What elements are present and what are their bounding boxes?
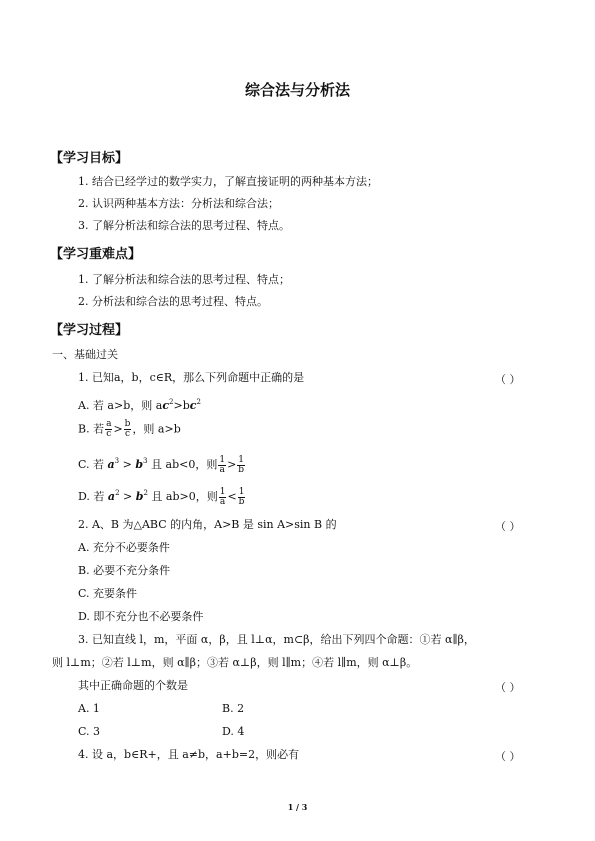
keypoints-heading: 【学习重难点】 (50, 247, 142, 262)
q1-d-frac2: $\frac{1}{b}$ (238, 486, 245, 507)
keypoint-item-2: 2. 分析法和综合法的思考过程、特点。 (78, 295, 268, 308)
q1-a-c2: c (189, 399, 197, 412)
q1-c-frac2: $\frac{1}{b}$ (238, 454, 245, 475)
q2-answer-paren: （ ） (495, 520, 521, 533)
q3-option-c: C. 3 (78, 725, 101, 738)
q3-option-d: D. 4 (222, 725, 245, 738)
q1-option-a (78, 395, 201, 413)
keypoint-item-1: 1. 了解分析法和综合法的思考过程、特点； (78, 273, 290, 286)
q2-option-d: D. 即不充分也不必要条件 (78, 610, 204, 623)
q1-a-text: A. 若 a>b，则 a (78, 399, 163, 412)
q1-b-post: ，则 a>b (132, 422, 181, 436)
goal-item-2: 2. 认识两种基本方法：分析法和综合法； (78, 197, 279, 210)
q1-b-text: B. 若 (78, 422, 105, 436)
goals-heading: 【学习目标】 (50, 151, 129, 166)
q4-stem: 4. 设 a，b∈R+，且 a≠b，a+b=2，则必有 (78, 748, 300, 761)
q1-d-frac1: $\frac{1}{a}$ (219, 486, 226, 507)
goal-item-1: 1. 结合已经学过的数学实力，了解直接证明的两种基本方法； (78, 175, 378, 188)
part-one-label: 一、基础过关 (52, 348, 118, 361)
q1-answer-paren: （ ） (495, 373, 521, 386)
q1-a-mid: >b (173, 399, 190, 412)
q1-stem: 1. 已知a，b，c∈R，那么下列命题中正确的是 (78, 371, 305, 384)
q1-d-text: D. 若 (78, 490, 108, 503)
q3-option-b: B. 2 (222, 702, 245, 715)
q1-option-c: C. 若 $a^3 > b^3$ 且 ab<0，则 $\frac{1}{a}$ > $\frac{1}{b}$ (78, 454, 245, 475)
q1-b-gt: > (113, 422, 123, 436)
q3-answer-paren: （ ） (495, 681, 521, 694)
q3-line-1: 3. 已知直线 l，m，平面 α，β，且 l⊥α，m⊂β，给出下列四个命题：①若 α∥β， (78, 633, 475, 646)
q3-option-a: A. 1 (78, 702, 100, 715)
page-number: 1 / 3 (287, 802, 308, 812)
q1-b-frac2: $\frac{b}{c}$ (124, 419, 131, 439)
q2-stem: 2. A、B 为△ABC 的内角，A>B 是 sin A>sin B 的 (78, 518, 337, 531)
q1-a-c1: c (162, 399, 170, 412)
page-title: 综合法与分析法 (244, 81, 350, 99)
q1-c-frac1: $\frac{1}{a}$ (219, 454, 226, 475)
q3-line-3: 其中正确命题的个数是 (78, 679, 188, 692)
q1-option-d: D. 若 $a^2 > b^2$ 且 ab>0，则 $\frac{1}{a}$ < $\frac{1}{b}$ (78, 486, 245, 507)
q2-option-a: A. 充分不必要条件 (78, 541, 170, 554)
process-heading: 【学习过程】 (50, 323, 129, 338)
q2-option-c: C. 充要条件 (78, 587, 138, 600)
q1-b-frac1: $\frac{a}{c}$ (106, 419, 112, 439)
q1-option-b (78, 420, 181, 439)
q1-a-sup2: 2 (196, 398, 201, 406)
q3-line-2: 则 l⊥m；②若 l⊥m，则 α∥β；③若 α⊥β，则 l∥m；④若 l∥m，则 α⊥β。 (52, 656, 418, 669)
q4-answer-paren: （ ） (495, 750, 521, 763)
goal-item-3: 3. 了解分析法和综合法的思考过程、特点。 (78, 219, 290, 232)
q2-option-b: B. 必要不充分条件 (78, 564, 171, 577)
q1-c-text: C. 若 (78, 458, 108, 471)
q1-a-sup1: 2 (169, 398, 174, 406)
